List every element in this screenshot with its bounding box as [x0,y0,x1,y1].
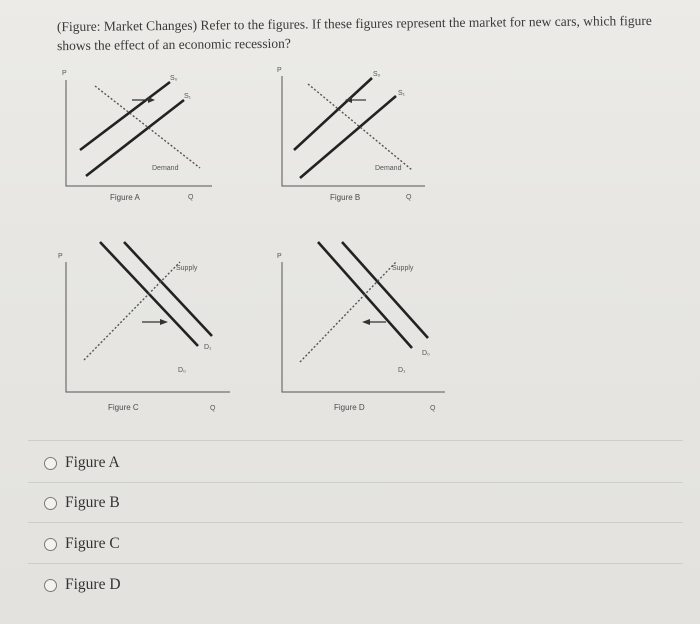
figure-c-p-label: P [58,253,63,260]
option-figure-a[interactable] [44,452,120,474]
figure-d-q-label: Q [430,405,436,412]
separator [28,563,683,564]
radio-button[interactable] [44,457,57,470]
option-label: Figure D [65,576,121,593]
figure-b [277,67,425,202]
figure-b-supply-s0 [294,78,372,150]
figure-d-title: Figure D [334,403,365,412]
figure-d-d0-label: D₀ [422,350,430,357]
figure-d-supply-label: Supply [392,265,414,272]
figure-a [62,70,212,202]
separator [28,440,683,441]
question-text: (Figure: Market Changes) Refer to the figures. If these figures represent the market for new cars, which figure shows the effect of an economic recession? [56,12,652,54]
figure-a-title: Figure A [110,193,140,202]
figure-a-demand-label: Demand [152,165,179,172]
figure-c-d0-label: D₀ [178,367,186,374]
figure-c-d1-label: D₁ [204,344,212,351]
figure-b-q-label: Q [406,194,412,201]
figure-b-title: Figure B [330,193,361,202]
figure-d [277,242,445,412]
figure-a-q-label: Q [188,194,194,201]
option-figure-b[interactable] [44,492,120,514]
figure-b-s0-label: S₀ [373,71,381,78]
figure-d-demand-d0 [342,242,428,338]
figure-b-s1-label: S₁ [398,90,406,97]
option-figure-c[interactable] [44,533,120,555]
figure-a-s0-label: S₀ [170,75,178,82]
radio-button[interactable] [44,538,57,551]
figure-a-s1-label: S₁ [184,93,192,100]
option-label: Figure C [65,535,120,552]
figure-b-p-label: P [277,67,282,74]
figure-d-axes [282,262,445,392]
figure-a-supply-s0 [80,82,170,150]
radio-button[interactable] [44,497,57,510]
figure-c-arrow-head [160,319,168,325]
figure-c-q-label: Q [210,405,216,412]
figure-d-d1-label: D₁ [398,367,406,374]
radio-button[interactable] [44,579,57,592]
separator [28,482,683,483]
figure-c-supply-label: Supply [176,265,198,272]
figure-b-demand-label: Demand [375,165,402,172]
option-label: Figure A [65,454,120,471]
figure-d-arrow-head [362,319,370,325]
figure-a-p-label: P [62,70,67,77]
figure-c-demand-d1 [124,242,212,336]
figure-c-title: Figure C [108,403,139,412]
figure-a-arrow-head [148,97,155,103]
separator [28,522,683,523]
figure-c-axes [66,262,230,392]
option-figure-d[interactable] [44,574,121,596]
figure-c [58,242,230,412]
option-label: Figure B [65,494,120,511]
figure-d-p-label: P [277,253,282,260]
